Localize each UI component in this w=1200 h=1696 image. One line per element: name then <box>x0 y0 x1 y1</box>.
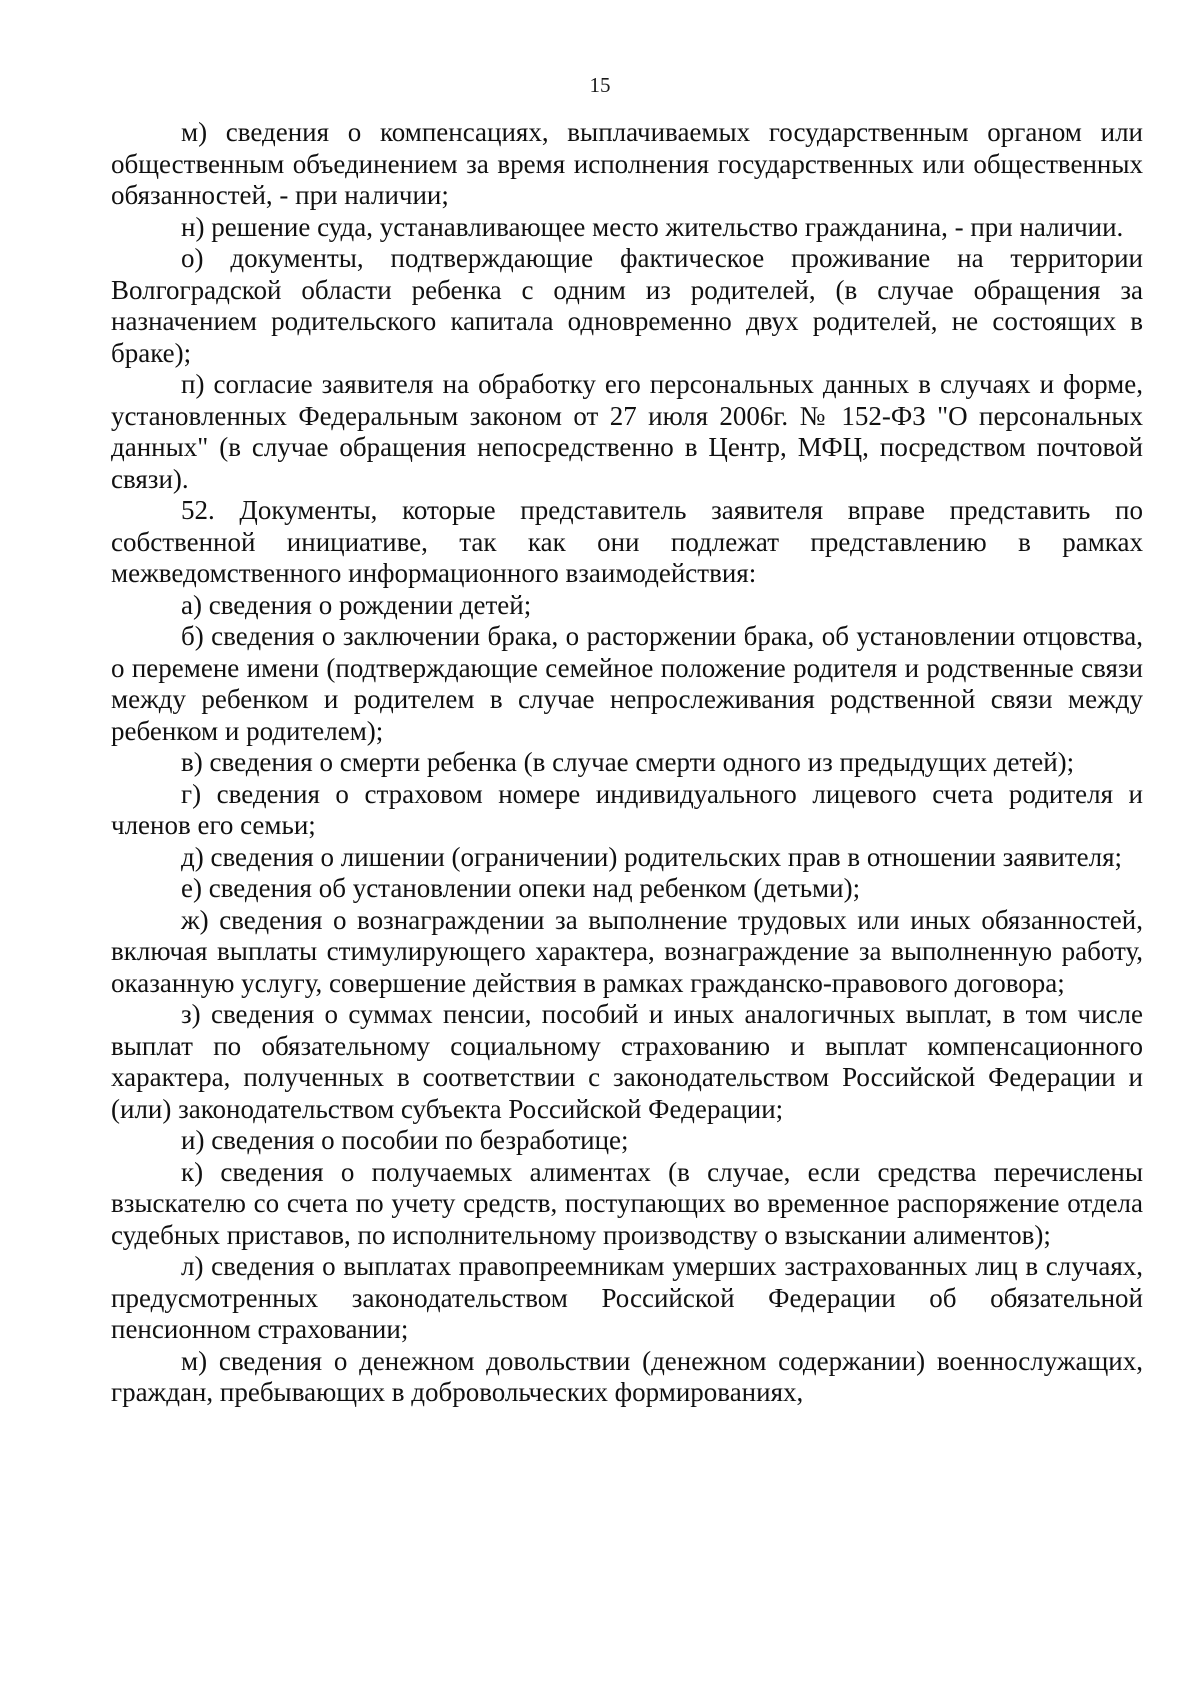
paragraph-52-documents: 52. Документы, которые представитель заявителя вправе представить по собственной инициативе, так как они подлежат представлению в рамках межведомственного информационного взаимодействия: <box>111 495 1143 588</box>
paragraph-e-guardianship: е) сведения об установлении опеки над ребенком (детьми); <box>181 873 861 903</box>
paragraph-i-unemployment: и) сведения о пособии по безработице; <box>181 1125 629 1155</box>
paragraph-zh-remuneration: ж) сведения о вознаграждении за выполнение трудовых или иных обязанностей, включая выплаты стимулирующего характера, вознаграждение за выполненную работу, оказанную услугу, совершение действия в рамках гражданско-правового договора; <box>111 904 1143 998</box>
paragraph-o-residence-documents: о) документы, подтверждающие фактическое проживание на территории Волгоградской области ребенка с одним из родителей, (в случае обращения за назначением родительского капитала одновременно двух родителей, не состоящих в браке); <box>111 243 1143 368</box>
paragraph-k-alimony: к) сведения о получаемых алиментах (в случае, если средства перечислены взыскателю со счета по учету средств, поступающих во временное распоряжение отдела судебных приставов, по исполнительному производству о взыскании алиментов); <box>111 1156 1143 1250</box>
paragraph-m-military-allowance: м) сведения о денежном довольствии (денежном содержании) военнослужащих, граждан, пребывающих в добровольческих формированиях, <box>111 1345 1143 1407</box>
page-number: 15 <box>589 73 611 97</box>
paragraph-v-death: в) сведения о смерти ребенка (в случае смерти одного из предыдущих детей); <box>181 747 1075 777</box>
paragraph-g-insurance-number: г) сведения о страховом номере индивидуального лицевого счета родителя и членов его семьи; <box>111 778 1143 840</box>
paragraph-z-pensions: з) сведения о суммах пенсии, пособий и иных аналогичных выплат, в том числе выплат по обязательному социальному страхованию и выплат компенсационного характера, полученных в соответствии с законодательством Российской Федерации и (или) законодательством субъекта Российской Федерации; <box>111 999 1143 1124</box>
paragraph-b-marriage: б) сведения о заключении брака, о расторжении брака, об установлении отцовства, о перемене имени (подтверждающие семейное положение родителя и родственные связи между ребенком и родителем в случае непрослеживания родственной связи между ребенком и родителем); <box>111 621 1143 746</box>
paragraph-m-compensations: м) сведения о компенсациях, выплачиваемых государственным органом или общественным объединением за время исполнения государственных или общественных обязанностей, - при наличии; <box>111 117 1143 210</box>
paragraph-a-birth: а) сведения о рождении детей; <box>181 589 532 620</box>
document-body <box>111 117 1143 1409</box>
paragraph-n-court-decision: н) решение суда, устанавливающее место жительство гражданина, - при наличии. <box>181 211 1124 242</box>
paragraph-l-successors: л) сведения о выплатах правопреемникам умерших застрахованных лиц в случаях, предусмотренных законодательством Российской Федерации об обязательной пенсионном страховании; <box>111 1251 1143 1344</box>
paragraph-p-consent: п) согласие заявителя на обработку его персональных данных в случаях и форме, установленных Федеральным законом от 27 июля 2006г. № 152-ФЗ "О персональных данных" (в случае обращения непосредственно в Центр, МФЦ, посредством почтовой связи). <box>111 369 1143 494</box>
paragraph-d-parental-rights: д) сведения о лишении (ограничении) родительских прав в отношении заявителя; <box>181 841 1123 872</box>
